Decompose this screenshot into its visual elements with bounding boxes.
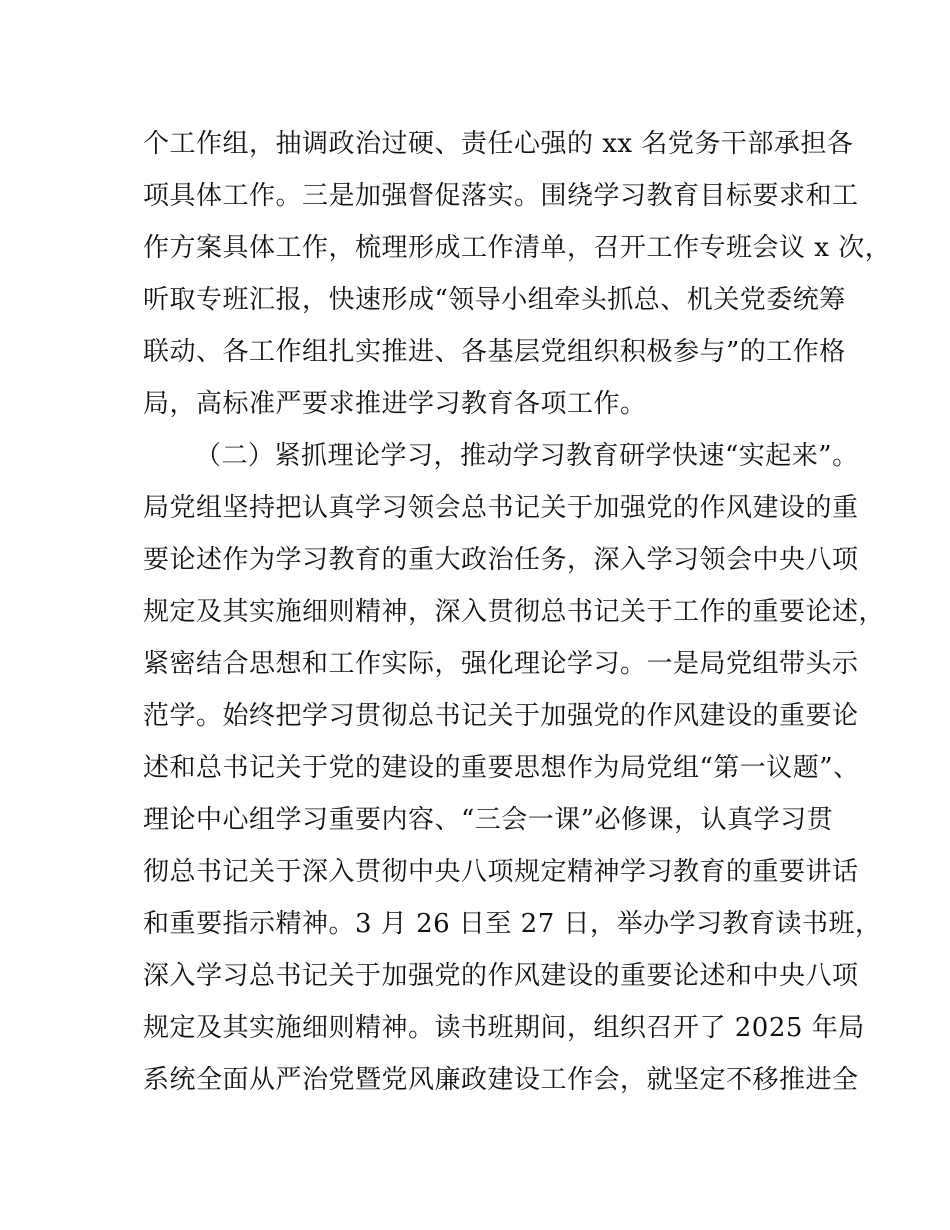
- section-heading: （二）紧抓理论学习，推动学习教育研学快速“实起来”。: [195, 441, 859, 471]
- text-line: 彻总书记关于深入贯彻中央八项规定精神学习教育的重要讲话: [143, 857, 859, 887]
- text-line: 个工作组，抽调政治过硬、责任心强的 xx 名党务干部承担各: [143, 129, 854, 159]
- text-line: 规定及其实施细则精神。读书班期间，组织召开了 2025 年局: [143, 1013, 865, 1043]
- text-line: 系统全面从严治党暨党风廉政建设工作会，就坚定不移推进全: [143, 1065, 859, 1095]
- text-line: 局党组坚持把认真学习领会总书记关于加强党的作风建设的重: [143, 493, 859, 523]
- text-line: 理论中心组学习重要内容、“三会一课”必修课，认真学习贯: [143, 805, 834, 835]
- text-line: 局，高标准严要求推进学习教育各项工作。: [143, 389, 647, 419]
- text-line: 项具体工作。三是加强督促落实。围绕学习教育目标要求和工: [143, 181, 859, 211]
- text-line: 作方案具体工作，梳理形成工作清单，召开工作专班会议 x 次，: [143, 233, 892, 263]
- text-line: 紧密结合思想和工作实际，强化理论学习。一是局党组带头示: [143, 649, 859, 679]
- text-line: 述和总书记关于党的建设的重要思想作为局党组“第一议题”、: [143, 753, 860, 783]
- text-line: 和重要指示精神。3 月 26 日至 27 日，举办学习教育读书班，: [143, 909, 882, 939]
- text-line: 深入学习总书记关于加强党的作风建设的重要论述和中央八项: [143, 961, 859, 991]
- text-line: 要论述作为学习教育的重大政治任务，深入学习领会中央八项: [143, 545, 859, 575]
- text-line: 联动、各工作组扎实推进、各基层党组织积极参与”的工作格: [143, 337, 846, 367]
- text-line: 规定及其实施细则精神，深入贯彻总书记关于工作的重要论述，: [143, 597, 886, 627]
- text-line: 范学。始终把学习贯彻总书记关于加强党的作风建设的重要论: [143, 701, 859, 731]
- text-line: 听取专班汇报，快速形成“领导小组牵头抓总、机关党委统筹: [143, 285, 846, 315]
